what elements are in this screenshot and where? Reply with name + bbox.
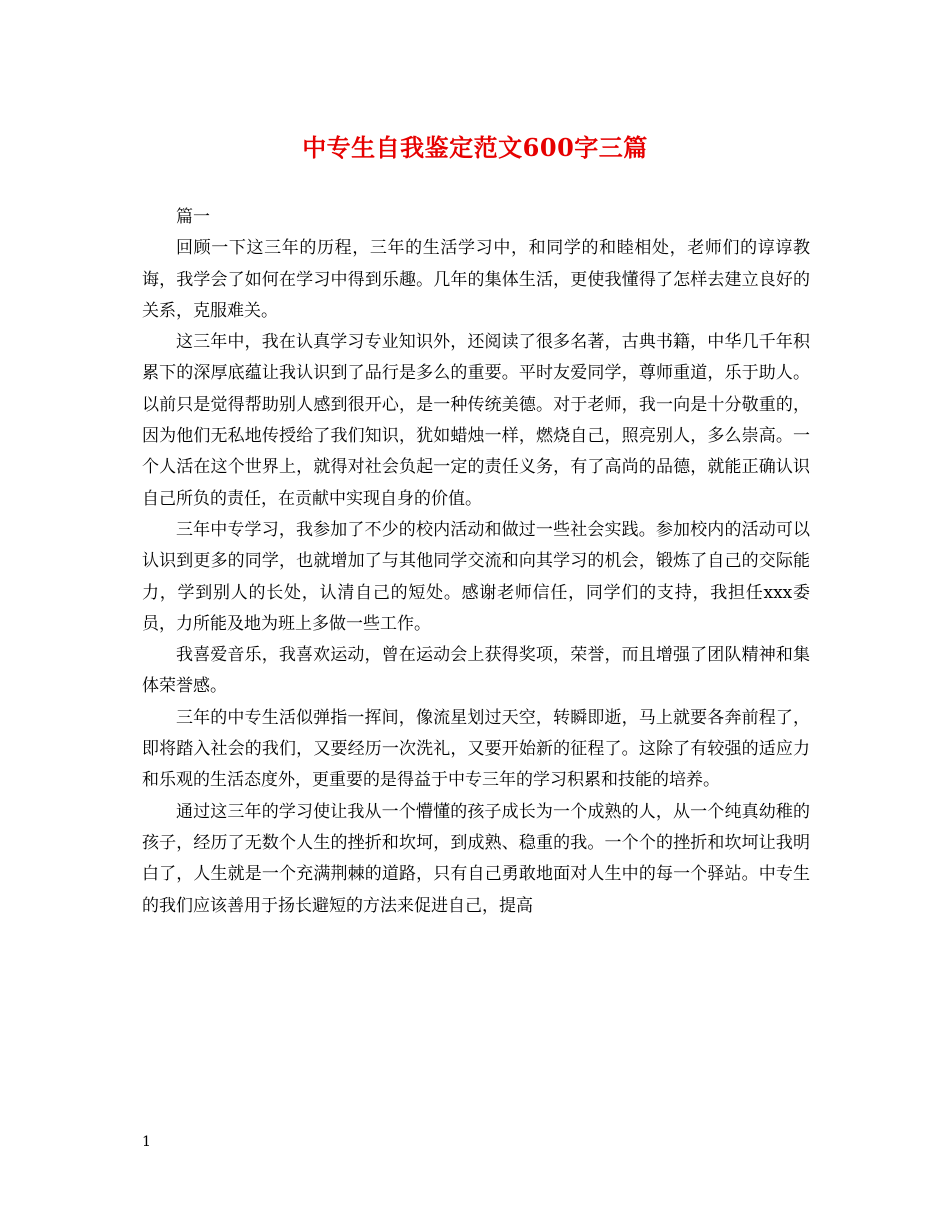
document-body [142,202,810,922]
paragraph: 三年的中专生活似弹指一挥间，像流星划过天空，转瞬即逝，马上就要各奔前程了，即将踏入社会的我们，又要经历一次洗礼，又要开始新的征程了。这除了有较强的适应力和乐观的生活态度外，更重要的是得益于中专三年的学习积累和技能的培养。 [142,707,810,791]
document-title: 中专生自我鉴定范文600字三篇 [302,133,648,162]
section-heading: 篇一 [176,207,210,227]
paragraph: 三年中专学习，我参加了不少的校内活动和做过一些社会实践。参加校内的活动可以认识到更多的同学，也就增加了与其他同学交流和向其学习的机会，锻炼了自己的交际能力，学到别人的长处，认清自己的短处。感谢老师信任，同学们的支持，我担任xxx委员，力所能及地为班上多做一些工作。 [142,519,810,634]
paragraph: 回顾一下这三年的历程，三年的生活学习中，和同学的和睦相处，老师们的谆谆教诲，我学会了如何在学习中得到乐趣。几年的集体生活，更使我懂得了怎样去建立良好的关系，克服难关。 [142,238,810,321]
paragraph: 这三年中，我在认真学习专业知识外，还阅读了很多名著，古典书籍，中华几千年积累下的深厚底蕴让我认识到了品行是多么的重要。平时友爱同学，尊师重道，乐于助人。以前只是觉得帮助别人感到很开心，是一种传统美德。对于老师，我一向是十分敬重的，因为他们无私地传授给了我们知识，犹如蜡烛一样，燃烧自己，照亮别人，多么崇高。一个人活在这个世界上，就得对社会负起一定的责任义务，有了高尚的品德，就能正确认识自己所负的责任，在贡献中实现自身的价值。 [142,332,810,509]
page-number: 1 [142,1134,151,1150]
paragraph: 通过这三年的学习使让我从一个懵懂的孩子成长为一个成熟的人，从一个纯真幼稚的孩子，经历了无数个人生的挫折和坎坷，到成熟、稳重的我。一个个的挫折和坎坷让我明白了，人生就是一个充满荆棘的道路，只有自己勇敢地面对人生中的每一个驿站。中专生的我们应该善用于扬长避短的方法来促进自己，提高 [142,801,810,916]
paragraph: 我喜爱音乐，我喜欢运动，曾在运动会上获得奖项，荣誉，而且增强了团队精神和集体荣誉感。 [142,645,810,697]
